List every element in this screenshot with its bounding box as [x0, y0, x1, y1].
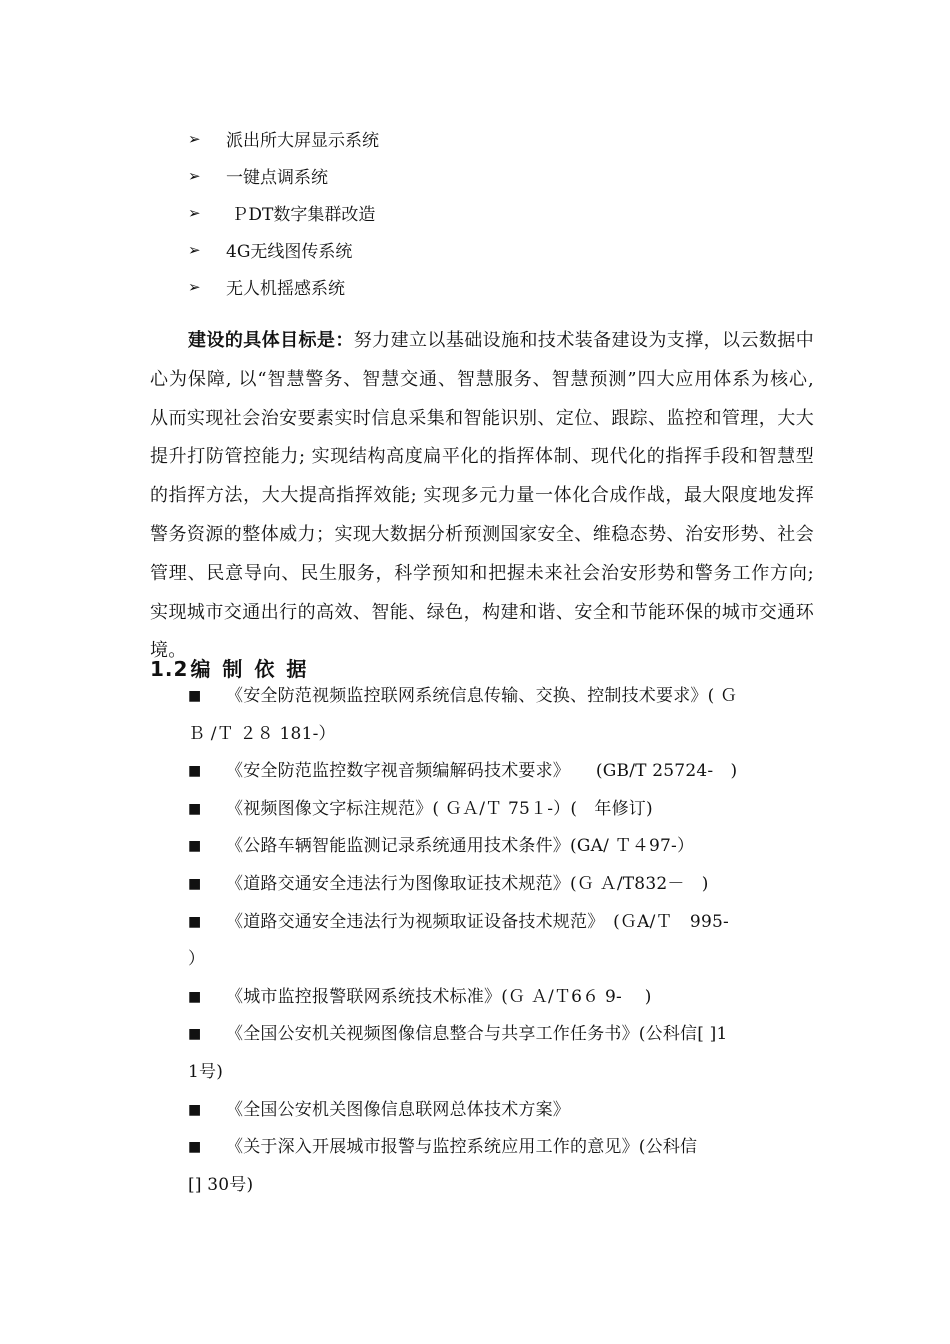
reference-line-continued: ）	[188, 949, 206, 970]
reference-line: 《关于深入开展城市报警与监控系统应用工作的意见》(公科信	[226, 1137, 698, 1158]
list-item-text: 派出所大屏显示系统	[226, 131, 379, 151]
list-item	[188, 194, 828, 231]
reference-text	[226, 979, 818, 1017]
section-number: 1.2	[150, 657, 189, 681]
reference-text	[188, 904, 818, 979]
reference-item	[188, 1016, 818, 1091]
reference-text	[226, 828, 818, 866]
section-title: 编制依据	[190, 657, 319, 681]
reference-line: 《视频图像文字标注规范》( ＧＡ/Ｔ 75１-）( 年修订)	[226, 798, 653, 819]
arrow-bullet-icon: ➢	[188, 129, 201, 148]
goal-paragraph	[150, 322, 814, 671]
list-item-text: 4G无线图传系统	[226, 242, 353, 262]
goal-label: 建设的具体目标是：	[188, 330, 354, 351]
square-bullet-icon: ■	[188, 1139, 202, 1156]
reference-item	[188, 791, 818, 829]
list-item-text: ＰDT数字集群改造	[226, 205, 376, 225]
reference-item	[188, 678, 818, 753]
list-item-text: 无人机摇感系统	[226, 279, 345, 299]
list-item	[188, 268, 828, 305]
square-bullet-icon: ■	[188, 1026, 202, 1043]
square-bullet-icon: ■	[188, 800, 202, 817]
square-bullet-icon: ■	[188, 838, 202, 855]
reference-line-continued: Ｂ /Ｔ ２８ 181-）	[188, 723, 336, 744]
arrow-bullet-icon: ➢	[188, 203, 201, 222]
reference-line-continued: 1号)	[188, 1061, 224, 1082]
reference-item	[188, 1129, 818, 1204]
reference-line: 《全国公安机关图像信息联网总体技术方案》	[226, 1099, 570, 1120]
square-bullet-icon: ■	[188, 988, 202, 1005]
list-item	[188, 231, 828, 268]
reference-text	[226, 753, 818, 791]
reference-line: 《安全防范视频监控联网系统信息传输、交换、控制技术要求》( Ｇ	[226, 686, 738, 706]
system-list	[188, 120, 828, 305]
reference-line: 《城市监控报警联网系统技术标准》(Ｇ Ａ/Ｔ6６ 9- )	[226, 986, 652, 1007]
arrow-bullet-icon: ➢	[188, 240, 201, 259]
reference-line: 《全国公安机关视频图像信息整合与共享工作任务书》(公科信[ ]1	[226, 1024, 728, 1045]
reference-item	[188, 904, 818, 979]
square-bullet-icon: ■	[188, 875, 202, 892]
reference-text	[226, 1092, 818, 1130]
reference-item	[188, 866, 818, 904]
goal-body: 努力建立以基础设施和技术装备建设为支撑，以云数据中心为保障, 以“智慧警务、智慧交通、智慧服务、智慧预测”四大应用体系为核心, 从而实现社会治安要素实时信息采集和智能识别、定位、跟踪、监控和管理，大大提升打防管控能力; 实现结构高度扁平化的指挥体制、现代化的指挥手段和智慧型的指挥方法，大大提高指挥效能; 实现多元力量一体化合成作战，最大限度地发挥警务资源的整体威力；实现大数据分析预测国家安全、维稳态势、治安形势、社会管理、民意导向、民生服务，科学预知和把握未来社会治安形势和警务工作方向; 实现城市交通出行的高效、智能、绿色，构建和谐、安全和节能环保的城市交通环境。	[150, 330, 815, 662]
reference-item	[188, 1092, 818, 1130]
reference-line-continued: [] 30号)	[188, 1174, 254, 1195]
reference-line: 《道路交通安全违法行为视频取证设备技术规范》 (ＧA/Ｔ 995-	[226, 911, 729, 932]
reference-item	[188, 828, 818, 866]
reference-text	[188, 1129, 818, 1204]
reference-text	[188, 1016, 818, 1091]
square-bullet-icon: ■	[188, 1101, 202, 1118]
reference-line: 《安全防范监控数字视音频编解码技术要求》 (GB/T 25724- )	[226, 761, 738, 782]
reference-list	[188, 678, 818, 1204]
square-bullet-icon: ■	[188, 763, 202, 780]
reference-line: 《公路车辆智能监测记录系统通用技术条件》(GA/ Ｔ４97-）	[226, 836, 695, 857]
reference-item	[188, 753, 818, 791]
list-item	[188, 120, 828, 157]
square-bullet-icon: ■	[188, 688, 202, 704]
square-bullet-icon: ■	[188, 913, 202, 930]
reference-item	[188, 979, 818, 1017]
reference-text	[226, 866, 818, 904]
arrow-bullet-icon: ➢	[188, 277, 201, 296]
reference-line: 《道路交通安全违法行为图像取证技术规范》(Ｇ Ａ/T832－ )	[226, 873, 709, 894]
reference-text	[226, 791, 818, 829]
list-item-text: 一键点调系统	[226, 168, 328, 188]
arrow-bullet-icon: ➢	[188, 166, 201, 185]
reference-text	[188, 678, 818, 753]
list-item	[188, 157, 828, 194]
